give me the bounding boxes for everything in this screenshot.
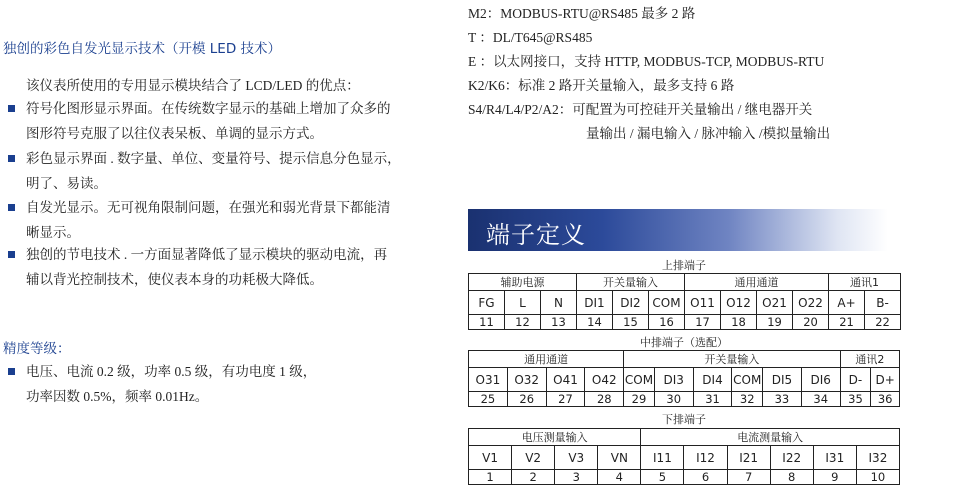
terminal-name: DI1 (577, 291, 613, 315)
bullet-item (8, 195, 440, 245)
upper-terminal-caption: 上排端子 (662, 259, 706, 272)
upper-terminal-table (468, 273, 901, 330)
terminal-number: 8 (770, 470, 813, 485)
bullet-square-icon (8, 251, 15, 258)
bullet-line: 明了、易读。 (26, 176, 107, 191)
terminal-name: I31 (813, 446, 856, 470)
terminal-name: O42 (585, 368, 624, 392)
terminal-name: O12 (721, 291, 757, 315)
group-header: 辅助电源 (469, 274, 577, 291)
bullet-line: 彩色显示界面 . 数字量、单位、变量符号、提示信息分色显示， (26, 151, 401, 166)
group-header: 电压测量输入 (469, 429, 641, 446)
terminal-name: O22 (793, 291, 829, 315)
terminal-name: B- (865, 291, 901, 315)
bullet-line: 符号化图形显示界面。在传统数字显示的基础上增加了众多的 (26, 101, 391, 116)
terminal-number: 1 (469, 470, 512, 485)
bullet-item (8, 96, 440, 146)
spec-line: E ：以太网接口，支持 HTTP, MODBUS-TCP, MODBUS-RTU (468, 54, 825, 69)
terminal-number: 35 (840, 392, 871, 407)
accuracy-heading: 精度等级： (3, 341, 71, 357)
terminal-number: 27 (546, 392, 585, 407)
terminal-number: 9 (813, 470, 856, 485)
terminal-number: 3 (555, 470, 598, 485)
terminal-name: O32 (507, 368, 546, 392)
terminal-name: DI5 (763, 368, 802, 392)
terminal-number: 26 (507, 392, 546, 407)
bullet-line: 独创的节电技术 . 一方面显著降低了显示模块的驱动电流，再 (26, 247, 388, 262)
terminal-name: I32 (856, 446, 899, 470)
terminal-number: 36 (871, 392, 900, 407)
lower-terminal-table (468, 428, 900, 485)
terminal-name: O21 (757, 291, 793, 315)
terminal-name: O41 (546, 368, 585, 392)
terminal-section-title: 端子定义 (486, 221, 586, 249)
bullet-line: 辅以背光控制技术，使仪表本身的功耗极大降低。 (26, 272, 323, 287)
middle-terminal-table (468, 350, 900, 407)
terminal-name: D+ (871, 368, 900, 392)
group-header: 开关量输入 (624, 351, 840, 368)
terminal-number: 12 (505, 315, 541, 330)
spec-line: T ：DL/T645@RS485 (468, 30, 593, 45)
lower-terminal-caption: 下排端子 (662, 413, 706, 426)
terminal-number: 6 (684, 470, 727, 485)
terminal-name: COM (624, 368, 655, 392)
terminal-number: 19 (757, 315, 793, 330)
terminal-name: VN (598, 446, 641, 470)
terminal-name: DI4 (693, 368, 732, 392)
terminal-name: DI2 (613, 291, 649, 315)
terminal-name: FG (469, 291, 505, 315)
terminal-number: 2 (512, 470, 555, 485)
display-tech-heading: 独创的彩色自发光显示技术（开模 LED 技术） (3, 41, 282, 57)
display-intro: 该仪表所使用的专用显示模块结合了 LCD/LED 的优点： (26, 78, 360, 93)
terminal-number: 28 (585, 392, 624, 407)
terminal-name: I21 (727, 446, 770, 470)
spec-line: 量输出 / 漏电输入 / 脉冲输入 /模拟量输出 (586, 126, 831, 141)
terminal-number: 31 (693, 392, 732, 407)
terminal-number: 10 (856, 470, 899, 485)
bullet-item (8, 242, 440, 292)
group-header: 电流测量输入 (641, 429, 900, 446)
spec-line: S4/R4/L4/P2/A2：可配置为可控硅开关量输出 / 继电器开关 (468, 102, 813, 117)
terminal-name: L (505, 291, 541, 315)
terminal-number: 20 (793, 315, 829, 330)
terminal-name: DI3 (654, 368, 693, 392)
terminal-number: 21 (829, 315, 865, 330)
accuracy-line: 电压、电流 0.2 级，功率 0.5 级，有功电度 1 级， (26, 364, 317, 379)
terminal-name: O11 (685, 291, 721, 315)
group-header: 通用通道 (685, 274, 829, 291)
terminal-name: V3 (555, 446, 598, 470)
terminal-name: I22 (770, 446, 813, 470)
bullet-line: 晰显示。 (26, 225, 80, 240)
terminal-number: 33 (763, 392, 802, 407)
spec-line: K2/K6：标准 2 路开关量输入，最多支持 6 路 (468, 78, 735, 93)
terminal-name: V2 (512, 446, 555, 470)
terminal-name: I11 (641, 446, 684, 470)
group-header: 通讯2 (840, 351, 899, 368)
terminal-number: 5 (641, 470, 684, 485)
accuracy-item (8, 359, 440, 409)
bullet-square-icon (8, 368, 15, 375)
terminal-number: 17 (685, 315, 721, 330)
group-header: 通讯1 (829, 274, 901, 291)
bullet-square-icon (8, 204, 15, 211)
terminal-name: V1 (469, 446, 512, 470)
terminal-name: N (541, 291, 577, 315)
group-header: 通用通道 (469, 351, 624, 368)
terminal-number: 7 (727, 470, 770, 485)
terminal-number: 11 (469, 315, 505, 330)
terminal-name: COM (732, 368, 763, 392)
terminal-name: D- (840, 368, 871, 392)
terminal-name: DI6 (801, 368, 840, 392)
terminal-number: 22 (865, 315, 901, 330)
terminal-number: 32 (732, 392, 763, 407)
spec-line: M2：MODBUS-RTU@RS485 最多 2 路 (468, 6, 696, 21)
terminal-number: 29 (624, 392, 655, 407)
bullet-line: 图形符号克服了以往仪表呆板、单调的显示方式。 (26, 126, 323, 141)
bullet-line: 自发光显示。无可视角限制问题，在强光和弱光背景下都能清 (26, 200, 391, 215)
terminal-number: 4 (598, 470, 641, 485)
terminal-section-banner (468, 209, 888, 251)
terminal-number: 18 (721, 315, 757, 330)
bullet-square-icon (8, 105, 15, 112)
terminal-name: I12 (684, 446, 727, 470)
terminal-number: 30 (654, 392, 693, 407)
terminal-name: A+ (829, 291, 865, 315)
terminal-name: COM (649, 291, 685, 315)
accuracy-line: 功率因数 0.5%，频率 0.01Hz。 (26, 389, 209, 404)
bullet-square-icon (8, 155, 15, 162)
terminal-number: 13 (541, 315, 577, 330)
bullet-item (8, 146, 440, 196)
middle-terminal-caption: 中排端子（选配） (640, 336, 728, 349)
terminal-number: 25 (469, 392, 508, 407)
terminal-number: 16 (649, 315, 685, 330)
group-header: 开关量输入 (577, 274, 685, 291)
terminal-number: 15 (613, 315, 649, 330)
terminal-name: O31 (469, 368, 508, 392)
terminal-number: 34 (801, 392, 840, 407)
terminal-number: 14 (577, 315, 613, 330)
